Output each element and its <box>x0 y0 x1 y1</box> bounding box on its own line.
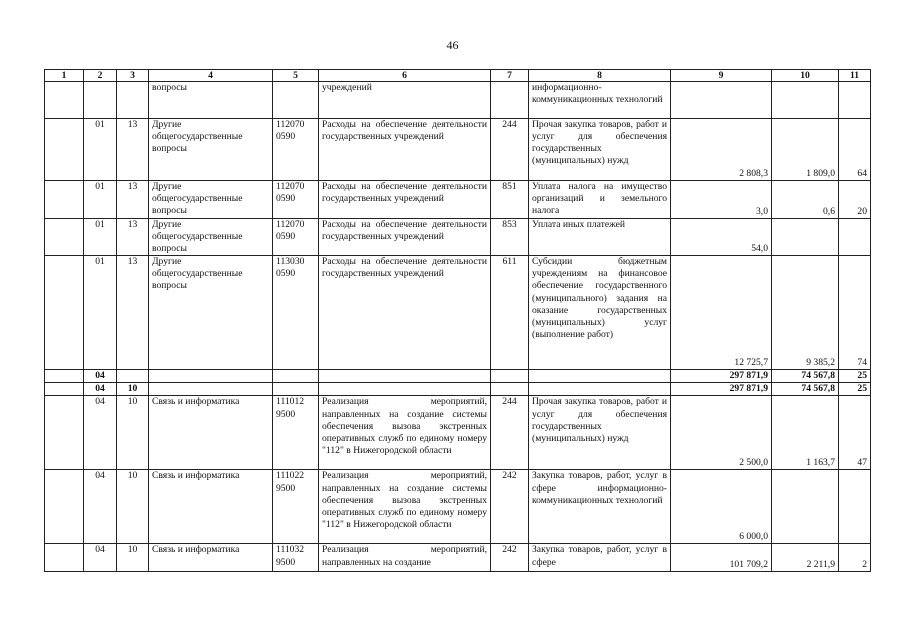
cell-expense-type: 242 <box>491 544 529 572</box>
cell-name: Связь и информатика <box>149 396 273 470</box>
column-header: 3 <box>117 70 149 82</box>
cell-section: 01 <box>84 181 117 219</box>
cell-amount-executed: 1 809,0 <box>772 119 839 181</box>
cell-target-name: Реализация мероприятий, направленных на создание <box>319 544 491 572</box>
cell-target-code: 113030 0590 <box>273 256 319 370</box>
cell-section: 04 <box>84 383 117 396</box>
cell-target-name: Реализация мероприятий, направленных на создание системы обеспечения вызова экстренных оперативных служб по единому номеру "112" в Нижегородской области <box>319 396 491 470</box>
table-row <box>45 256 871 370</box>
cell-amount-executed <box>772 82 839 119</box>
cell-target-name: Расходы на обеспечение деятельности государственных учреждений <box>319 219 491 256</box>
cell-subsection: 10 <box>117 470 149 544</box>
cell-expense-type: 851 <box>491 181 529 219</box>
cell-col1 <box>45 82 84 119</box>
column-header: 4 <box>149 70 273 82</box>
cell-expense-type: 244 <box>491 396 529 470</box>
cell-expense-name <box>529 370 671 383</box>
column-header: 11 <box>839 70 871 82</box>
column-header: 9 <box>671 70 772 82</box>
cell-expense-name <box>529 383 671 396</box>
table-row <box>45 82 871 119</box>
cell-name <box>149 383 273 396</box>
cell-target-name: Расходы на обеспечение деятельности государственных учреждений <box>319 119 491 181</box>
cell-expense-type: 853 <box>491 219 529 256</box>
cell-amount-executed <box>772 470 839 544</box>
table-row <box>45 181 871 219</box>
cell-target-name: учреждений <box>319 82 491 119</box>
cell-amount-approved: 297 871,9 <box>671 383 772 396</box>
cell-col1 <box>45 544 84 572</box>
cell-expense-name: Уплата иных платежей <box>529 219 671 256</box>
cell-expense-name: Субсидии бюджетным учреждениям на финансовое обеспечение государственного (муниципального) задания на оказание государственных (муниципальных) услуг (выполнение работ) <box>529 256 671 370</box>
cell-amount-executed: 74 567,8 <box>772 383 839 396</box>
cell-section: 01 <box>84 256 117 370</box>
cell-subsection: 13 <box>117 119 149 181</box>
cell-percent: 74 <box>839 256 871 370</box>
cell-target-code <box>273 370 319 383</box>
cell-target-code <box>273 383 319 396</box>
cell-section <box>84 82 117 119</box>
cell-target-code: 111012 9500 <box>273 396 319 470</box>
cell-name: Связь и информатика <box>149 544 273 572</box>
cell-col1 <box>45 181 84 219</box>
cell-amount-approved: 2 500,0 <box>671 396 772 470</box>
column-header: 7 <box>491 70 529 82</box>
page-number: 46 <box>446 38 459 52</box>
cell-amount-approved <box>671 82 772 119</box>
cell-name: Связь и информатика <box>149 470 273 544</box>
cell-amount-executed <box>772 219 839 256</box>
cell-col1 <box>45 370 84 383</box>
cell-name <box>149 370 273 383</box>
cell-target-name: Расходы на обеспечение деятельности государственных учреждений <box>319 256 491 370</box>
column-header: 8 <box>529 70 671 82</box>
cell-name: Другие общегосударственные вопросы <box>149 119 273 181</box>
cell-amount-approved: 2 808,3 <box>671 119 772 181</box>
table-row <box>45 119 871 181</box>
table-row <box>45 370 871 383</box>
cell-percent: 2 <box>839 544 871 572</box>
cell-target-code <box>273 82 319 119</box>
cell-expense-name: Уплата налога на имущество организаций и земельного налога <box>529 181 671 219</box>
cell-expense-type <box>491 370 529 383</box>
cell-target-name: Расходы на обеспечение деятельности государственных учреждений <box>319 181 491 219</box>
cell-expense-type: 244 <box>491 119 529 181</box>
cell-percent: 20 <box>839 181 871 219</box>
cell-amount-approved: 101 709,2 <box>671 544 772 572</box>
column-header: 10 <box>772 70 839 82</box>
cell-percent <box>839 82 871 119</box>
cell-amount-approved: 297 871,9 <box>671 370 772 383</box>
cell-col1 <box>45 396 84 470</box>
cell-expense-name: информационно-коммуникационных технологий <box>529 82 671 119</box>
cell-section: 04 <box>84 470 117 544</box>
cell-col1 <box>45 256 84 370</box>
cell-subsection: 13 <box>117 219 149 256</box>
column-header: 2 <box>84 70 117 82</box>
cell-col1 <box>45 119 84 181</box>
cell-section: 01 <box>84 219 117 256</box>
cell-subsection: 13 <box>117 181 149 219</box>
column-header: 1 <box>45 70 84 82</box>
budget-table <box>44 69 871 572</box>
table-row <box>45 219 871 256</box>
cell-target-code: 111022 9500 <box>273 470 319 544</box>
cell-target-name <box>319 370 491 383</box>
cell-amount-executed: 2 211,9 <box>772 544 839 572</box>
cell-name: Другие общегосударственные вопросы <box>149 181 273 219</box>
column-header: 5 <box>273 70 319 82</box>
cell-amount-approved: 54,0 <box>671 219 772 256</box>
cell-percent: 47 <box>839 396 871 470</box>
cell-subsection: 13 <box>117 256 149 370</box>
cell-col1 <box>45 470 84 544</box>
cell-amount-approved: 12 725,7 <box>671 256 772 370</box>
cell-amount-executed: 9 385,2 <box>772 256 839 370</box>
table-row <box>45 396 871 470</box>
cell-percent <box>839 470 871 544</box>
column-header: 6 <box>319 70 491 82</box>
cell-name: вопросы <box>149 82 273 119</box>
cell-target-code: 112070 0590 <box>273 181 319 219</box>
cell-amount-executed: 0,6 <box>772 181 839 219</box>
cell-expense-name: Закупка товаров, работ, услуг в сфере <box>529 544 671 572</box>
cell-expense-name: Прочая закупка товаров, работ и услуг для обеспечения государственных (муниципальных) нужд <box>529 396 671 470</box>
cell-amount-approved: 6 000,0 <box>671 470 772 544</box>
cell-section: 01 <box>84 119 117 181</box>
cell-name: Другие общегосударственные вопросы <box>149 219 273 256</box>
page-bottom-margin <box>0 573 905 640</box>
table-row <box>45 383 871 396</box>
cell-target-name <box>319 383 491 396</box>
cell-section: 04 <box>84 370 117 383</box>
cell-target-code: 111032 9500 <box>273 544 319 572</box>
cell-subsection <box>117 370 149 383</box>
cell-name: Другие общегосударственные вопросы <box>149 256 273 370</box>
cell-percent: 25 <box>839 370 871 383</box>
cell-subsection: 10 <box>117 544 149 572</box>
cell-percent <box>839 219 871 256</box>
cell-section: 04 <box>84 544 117 572</box>
cell-subsection <box>117 82 149 119</box>
cell-section: 04 <box>84 396 117 470</box>
cell-amount-executed: 1 163,7 <box>772 396 839 470</box>
cell-expense-type: 611 <box>491 256 529 370</box>
cell-expense-name: Закупка товаров, работ, услуг в сфере информационно-коммуникационных технологий <box>529 470 671 544</box>
cell-subsection: 10 <box>117 396 149 470</box>
cell-percent: 64 <box>839 119 871 181</box>
cell-expense-type <box>491 383 529 396</box>
cell-target-code: 112070 0590 <box>273 119 319 181</box>
cell-amount-executed: 74 567,8 <box>772 370 839 383</box>
cell-percent: 25 <box>839 383 871 396</box>
cell-amount-approved: 3,0 <box>671 181 772 219</box>
table-header-row <box>45 70 871 82</box>
cell-expense-name: Прочая закупка товаров, работ и услуг для обеспечения государственных (муниципальных) нужд <box>529 119 671 181</box>
cell-target-code: 112070 0590 <box>273 219 319 256</box>
cell-subsection: 10 <box>117 383 149 396</box>
cell-expense-type: 242 <box>491 470 529 544</box>
table-row <box>45 470 871 544</box>
table-row <box>45 544 871 572</box>
cell-col1 <box>45 219 84 256</box>
cell-expense-type <box>491 82 529 119</box>
cell-col1 <box>45 383 84 396</box>
cell-target-name: Реализация мероприятий, направленных на создание системы обеспечения вызова экстренных оперативных служб по единому номеру "112" в Нижегородской области <box>319 470 491 544</box>
